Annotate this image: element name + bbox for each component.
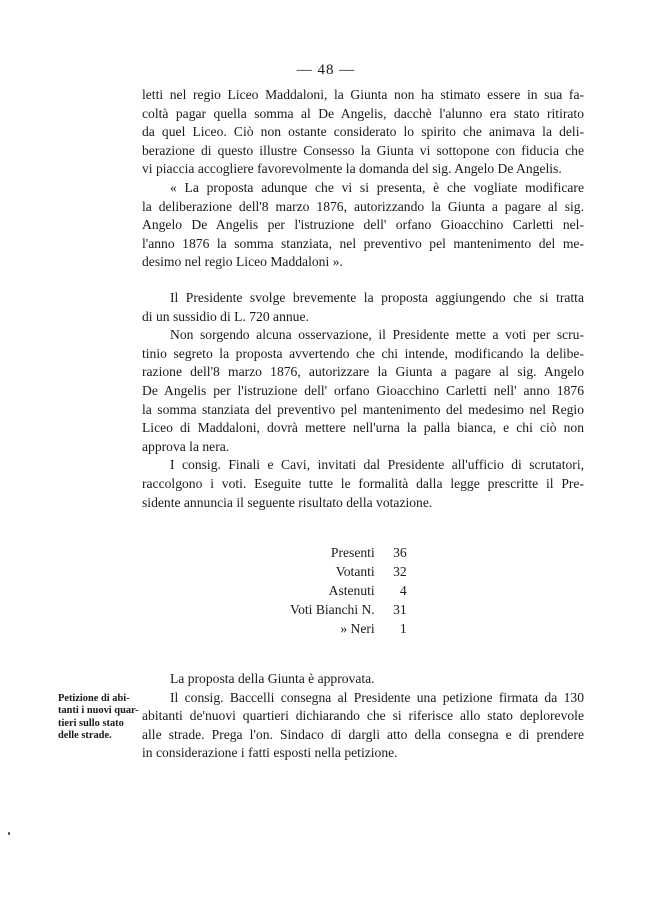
vote-value: 36 [393,545,407,560]
paper-speck [8,832,10,835]
vote-row [290,562,407,581]
text-line: sidente annuncia il seguente risultato della votazione. [142,494,433,510]
text-line: razione dell'8 marzo 1876, autorizzare la Giunta a pagare al sig. Angelo [142,364,584,380]
text-line: approva la nera. [142,438,230,454]
text-line: coltà pagar quella somma al De Angelis, dacchè l'alunno era stato ritirato [142,105,584,121]
text-line: Liceo di Maddaloni, dovrà mettere nell'urna la palla bianca, e chi ciò non [142,420,584,436]
vote-value: 1 [399,621,407,636]
text-line: raccolgono i voti. Eseguite tutte le formalità dalla legge prescritte il Pre- [142,475,584,491]
text-line: Il consig. Baccelli consegna al Presidente una petizione firmata da 130 [170,689,584,705]
text-line: letti nel regio Liceo Maddaloni, la Giunta non ha stimato essere in sua fa- [142,87,584,102]
text-line: Il Presidente svolge brevemente la proposta aggiungendo che si tratta [170,290,584,305]
text-line: abitanti de'nuovi quartieri dichiarando che si riferisce allo stato deplorevole [142,708,584,724]
text-line: vi piaccia accogliere favorevolmente la domanda del sig. Angelo De Angelis. [142,161,562,177]
paragraph-block-1 [142,86,584,272]
vote-row [290,581,407,600]
margin-note-line: tanti i nuovi quar- [58,705,139,717]
vote-row [290,619,407,638]
text-line: Angelo De Angelis per l'istruzione dell' orfano Gioacchino Carletti nel- [142,217,584,233]
page-number: — 48 — [296,62,356,78]
text-line: la somma stanziata del preventivo pel mantenimento del medesimo nel Regio [142,401,584,417]
paragraph-block-2 [142,289,584,512]
text-line: « La proposta adunque che vi si presenta, è che vogliate modificare [170,179,584,195]
text-line: berazione di questo illustre Consesso la Giunta vi sottopone con fiducia che [142,142,584,158]
vote-label: Votanti [335,564,375,579]
text-line: La proposta della Giunta è approvata. [170,671,375,686]
margin-note-line: delle strade. [58,730,112,742]
margin-note-line: tieri sullo stato [58,717,124,729]
text-line: da quel Liceo. Ciò non ostante considerato lo spirito che animava la deli- [142,124,584,140]
vote-label: Voti Bianchi N. [290,602,375,617]
text-line: in considerazione i fatti esposti nella petizione. [142,745,398,761]
vote-label: Astenuti [328,583,375,598]
text-line: tinio segreto la proposta avvertendo che chi intende, modificando la delibe- [142,345,584,361]
vote-row [290,543,407,562]
text-line: alle strade. Prega l'on. Sindaco di dargli atto della consegna e di prendere [142,726,584,742]
vote-label: » Neri [340,621,375,636]
vote-value: 32 [393,564,407,579]
margin-note [58,693,142,743]
margin-note-line: Petizione di abi- [58,693,130,704]
vote-label: Presenti [330,545,375,560]
text-line: la deliberazione dell'8 marzo 1876, autorizzando la Giunta a pagare al sig. [142,198,584,214]
vote-value: 31 [393,602,407,617]
vote-value: 4 [399,583,407,598]
paragraph-block-3 [142,670,584,763]
vote-row [290,600,407,619]
text-line: Non sorgendo alcuna osservazione, il Presidente mette a voti per scru- [170,327,584,343]
vote-results-table [290,543,407,638]
text-line: De Angelis per l'istruzione dell' orfano Gioacchino Carletti nell' anno 1876 [142,382,584,398]
text-line: I consig. Finali e Cavi, invitati dal Presidente all'ufficio di scrutatori, [170,457,584,473]
text-line: desimo nel regio Liceo Maddaloni ». [142,254,343,270]
text-line: di un sussidio di L. 720 annue. [142,308,309,324]
text-line: l'anno 1876 la somma stanziata, nel preventivo pel mantenimento del me- [142,235,584,251]
